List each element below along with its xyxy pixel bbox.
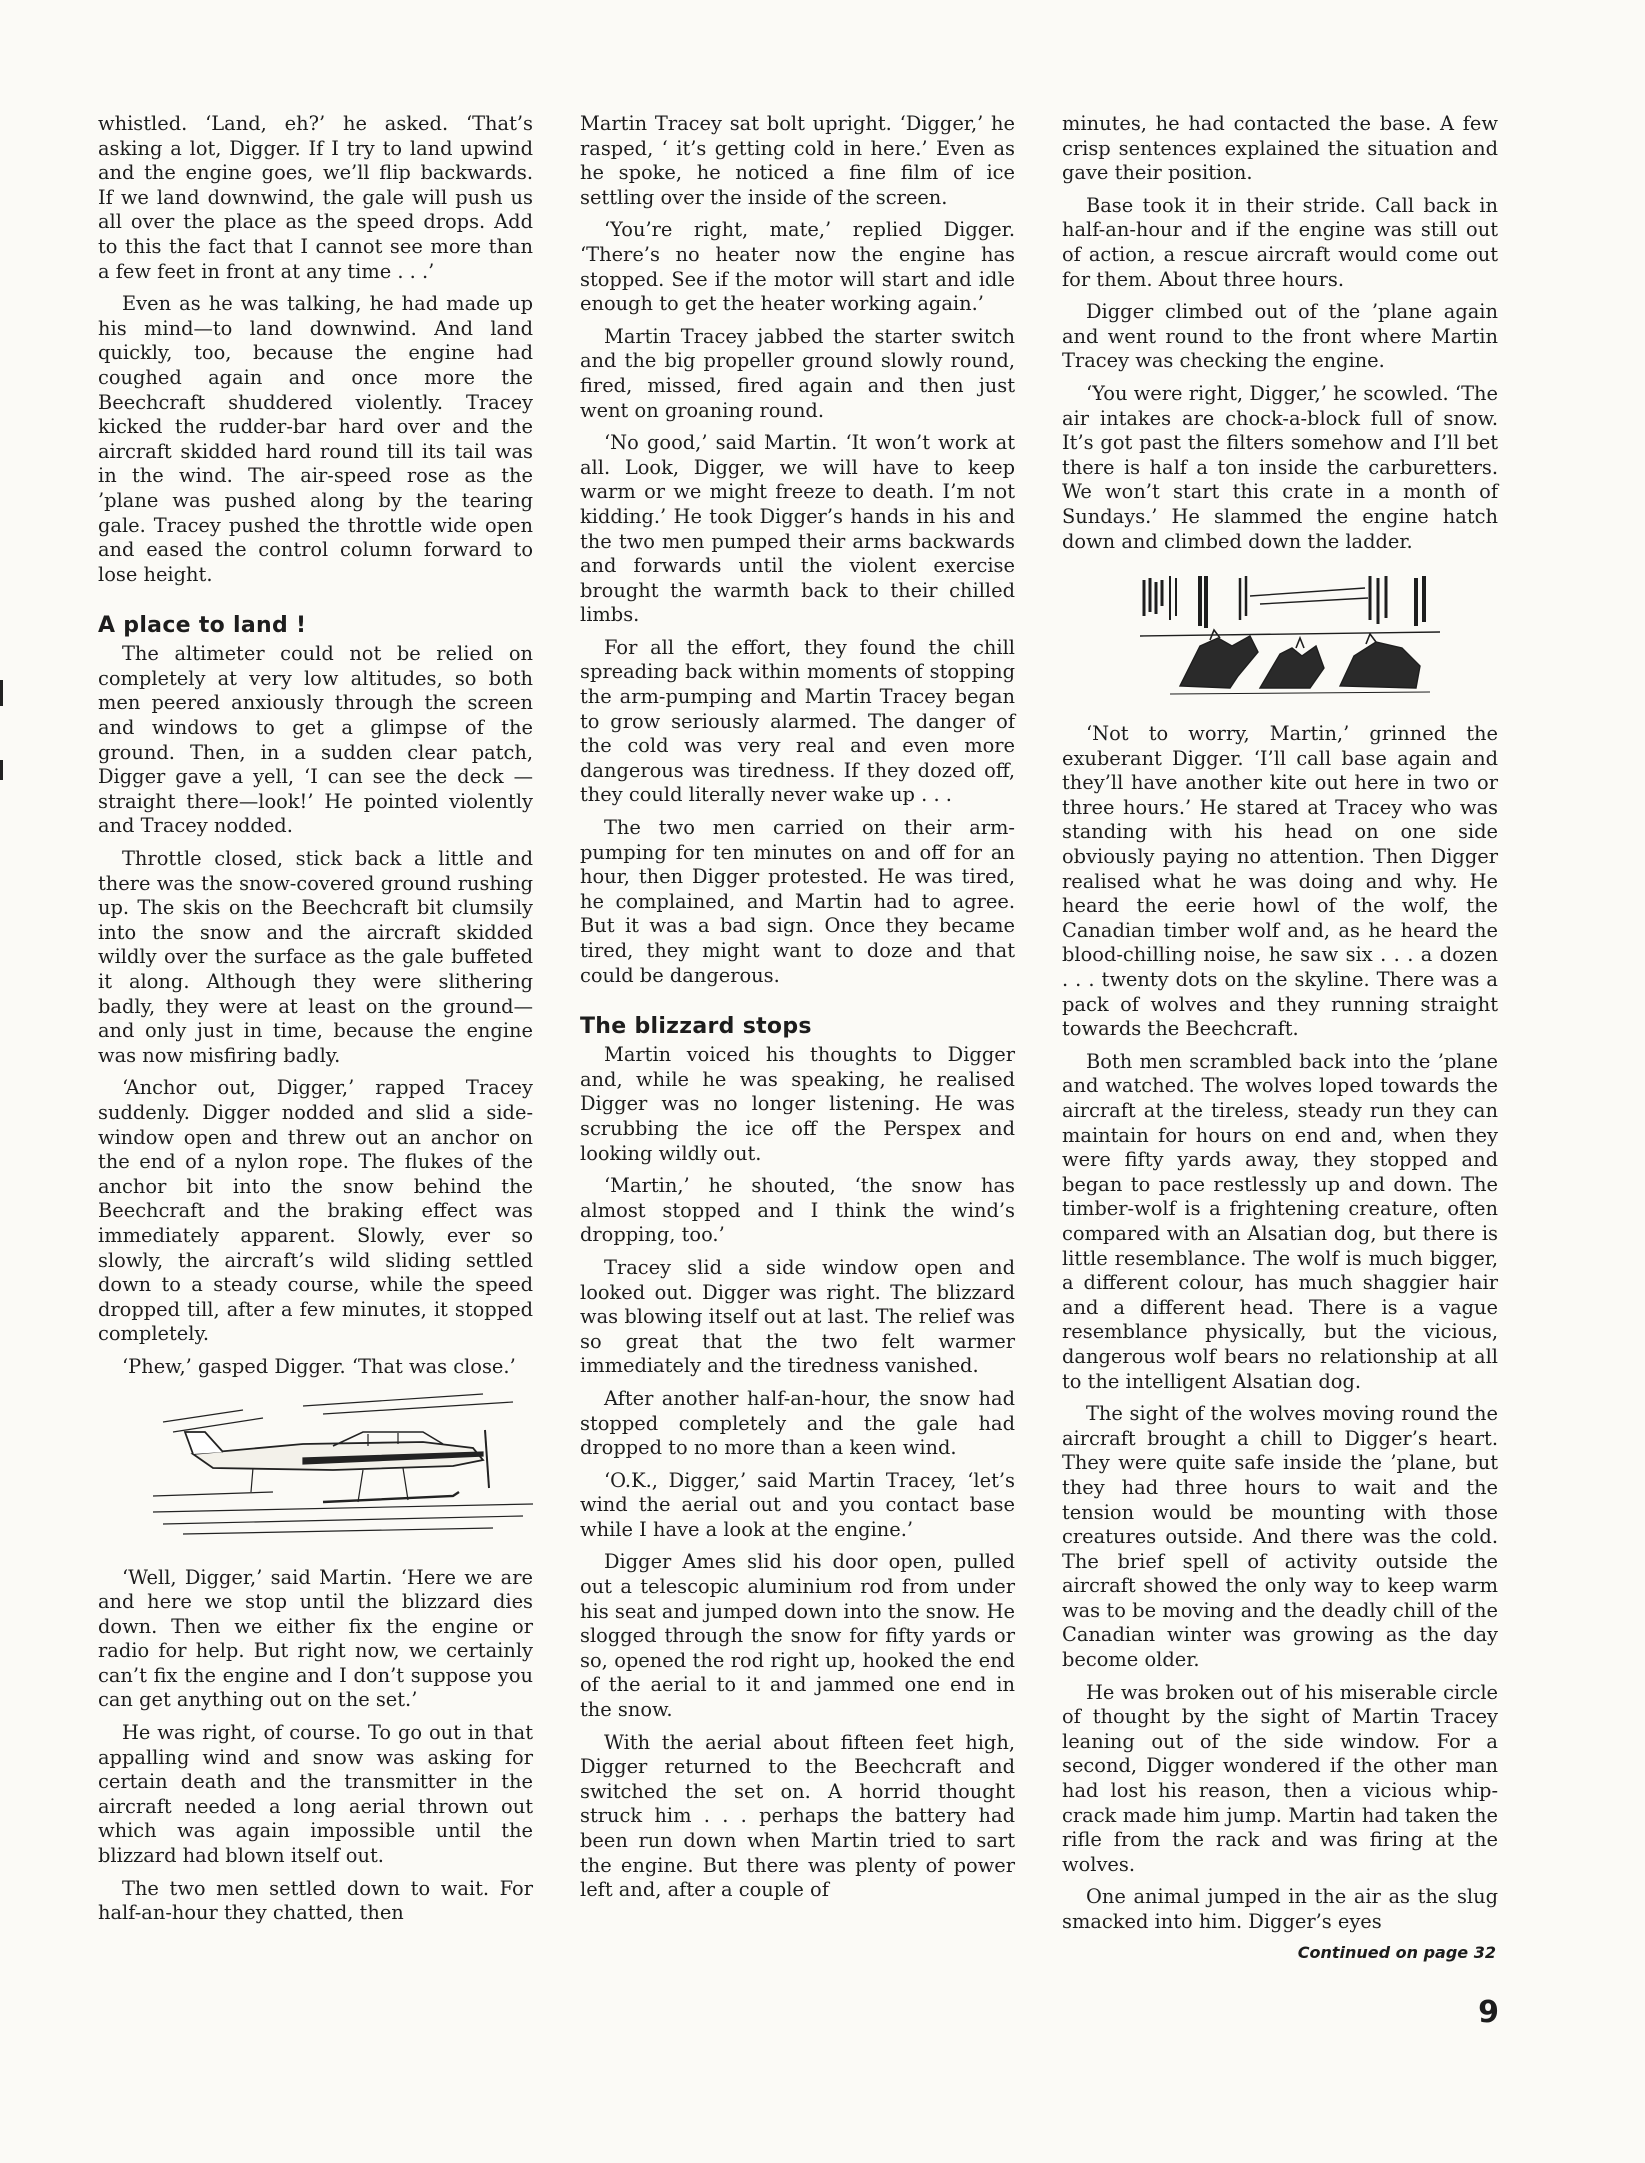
page-edge-mark <box>0 760 3 780</box>
page-edge-mark <box>0 680 3 706</box>
column-1 <box>98 112 533 1934</box>
paragraph: ‘You’re right, mate,’ replied Digger. ‘There’s no heater now the engine has stopped. See if the motor will start and idle enough to get the heater working again.’ <box>580 218 1015 316</box>
paragraph: ‘Well, Digger,’ said Martin. ‘Here we are and here we stop until the blizzard dies down. Then we either fix the engine or radio for help. But right now, we certainly can’t fix the engine and I don’t suppose you can get anything out on the set.’ <box>98 1565 533 1712</box>
paragraph: ‘Not to worry, Martin,’ grinned the exuberant Digger. ‘I’ll call base again and they’ll have another kite out here in two or three hours.’ He stared at Tracey who was standing with his head on one side obviously paying no attention. Then Digger realised what he was doing and why. He heard the eerie howl of the wolf, the Canadian timber wolf and, as he heard the blood-chilling noise, he saw six . . . a dozen . . . twenty dots on the skyline. There was a pack of wolves and they running straight towards the Beechcraft. <box>1062 722 1498 1041</box>
wolves-illustration <box>1140 576 1440 696</box>
paragraph: Digger climbed out of the ’plane again and went round to the front where Martin Tracey was checking the engine. <box>1062 300 1498 373</box>
paragraph: ‘No good,’ said Martin. ‘It won’t work at all. Look, Digger, we will have to keep warm or we might freeze to death. I’m not kidding.’ He took Digger’s hands in his and the two men pumped their arms backwards and forwards until the violent exercise brought the warmth back to their chilled limbs. <box>580 431 1015 627</box>
continued-note: Continued on page 32 <box>1297 1942 1496 1962</box>
paragraph: minutes, he had contacted the base. A few crisp sentences explained the situation and gave their position. <box>1062 112 1498 185</box>
plane-on-skis-illustration <box>153 1392 533 1542</box>
paragraph: The two men carried on their arm-pumping for ten minutes on and off for an hour, then Digger protested. He was tired, he complained, and Martin had to agree. But it was a bad sign. Once they became tired, they might want to doze and that could be dangerous. <box>580 816 1015 987</box>
paragraph: Even as he was talking, he had made up his mind—to land downwind. And land quickly, too, because the engine had coughed again and once more the Beechcraft shuddered violently. Tracey kicked the rudder-bar hard over and the aircraft skidded hard round till its tail was in the wind. The air-speed rose as the ’plane was pushed along by the tearing gale. Tracey pushed the throttle wide open and eased the control column forward to lose height. <box>98 292 533 586</box>
subheading-blizzard-stops: The blizzard stops <box>580 1014 812 1040</box>
subheading-place-to-land: A place to land ! <box>98 613 307 639</box>
paragraph: ‘You were right, Digger,’ he scowled. ‘The air intakes are chock-a-block full of snow. It’s got past the filters somehow and I’ll bet there is half a ton inside the carburetters. We won’t start this crate in a month of Sundays.’ He slammed the engine hatch down and climbed down the ladder. <box>1062 381 1498 553</box>
page-number: 9 <box>1478 1995 1499 2030</box>
paragraph: He was broken out of his miserable circle of thought by the sight of Martin Tracey leaning out of the side window. For a second, Digger wondered if the other man had lost his reason, then a vicious whip-crack made him jump. Martin had taken the rifle from the rack and was firing at the wolves. <box>1062 1680 1498 1876</box>
paragraph: Base took it in their stride. Call back in half-an-hour and if the engine was still out of action, a rescue aircraft would come out for them. About three hours. <box>1062 193 1498 291</box>
paragraph: After another half-an-hour, the snow had stopped completely and the gale had dropped to no more than a keen wind. <box>580 1386 1015 1460</box>
paragraph: Throttle closed, stick back a little and there was the snow-covered ground rushing up. The skis on the Beechcraft bit clumsily into the snow and the aircraft skidded wildly over the surface as the gale buffeted it along. Although they were slithering badly, they were at least on the ground—and only just in time, because the engine was now misfiring badly. <box>98 847 533 1067</box>
paragraph: With the aerial about fifteen feet high, Digger returned to the Beechcraft and switched the set on. A horrid thought struck him . . . perhaps the battery had been run down when Martin tried to sart the engine. But there was plenty of power left and, after a couple of <box>580 1730 1015 1902</box>
paragraph: Both men scrambled back into the ’plane and watched. The wolves loped towards the aircraft at the tireless, steady run they can maintain for hours on end and, when they were fifty yards away, they stopped and began to pace restlessly up and down. The timber-wolf is a frightening creature, often compared with an Alsatian dog, but there is little resemblance. The wolf is much bigger, a different colour, has much shaggier hair and a different head. There is a vague resemblance physically, but the vicious, dangerous wolf bears no relationship at all to the intelligent Alsatian dog. <box>1062 1049 1498 1393</box>
paragraph: Martin Tracey jabbed the starter switch and the big propeller ground slowly round, fired, missed, fired again and then just went on groaning round. <box>580 324 1015 422</box>
column-3 <box>1062 112 1498 1962</box>
paragraph: whistled. ‘Land, eh?’ he asked. ‘That’s asking a lot, Digger. If I try to land upwind and the engine goes, we’ll flip backwards. If we land downwind, the gale will push us all over the place as the speed drops. Add to this the fact that I cannot see more than a few feet in front at any time . . .’ <box>98 112 533 283</box>
column-2 <box>580 112 1015 1911</box>
paragraph: ‘O.K., Digger,’ said Martin Tracey, ‘let’s wind the aerial out and you contact base while I have a look at the engine.’ <box>580 1468 1015 1541</box>
paragraph: ‘Phew,’ gasped Digger. ‘That was close.’ <box>122 1354 516 1378</box>
paragraph: For all the effort, they found the chill spreading back within moments of stopping the arm-pumping and Martin Tracey began to grow seriously alarmed. The danger of the cold was very real and even more dangerous was tiredness. If they dozed off, they could literally never wake up . . . <box>580 635 1015 807</box>
paragraph: The altimeter could not be relied on completely at very low altitudes, so both men peered anxiously through the screen and windows to get a glimpse of the ground. Then, in a sudden clear patch, Digger gave a yell, ‘I can see the deck —straight there—look!’ He pointed violently and Tracey nodded. <box>98 642 533 838</box>
paragraph: The two men settled down to wait. For half-an-hour they chatted, then <box>98 1876 533 1925</box>
paragraph: He was right, of course. To go out in that appalling wind and snow was asking for certain death and the transmitter in the aircraft needed a long aerial thrown out which was again impossible until the blizzard had blown itself out. <box>98 1721 533 1868</box>
paragraph: ‘Martin,’ he shouted, ‘the snow has almost stopped and I think the wind’s dropping, too.’ <box>580 1174 1015 1247</box>
paragraph: The sight of the wolves moving round the aircraft brought a chill to Digger’s heart. They were quite safe inside the ’plane, but they had three hours to wait and the tension would be mounting with those creatures outside. And there was the cold. The brief spell of activity outside the aircraft showed the only way to keep warm was to be moving and the deadly chill of the Canadian winter was growing as the day become older. <box>1062 1402 1498 1672</box>
paragraph: ‘Anchor out, Digger,’ rapped Tracey suddenly. Digger nodded and slid a side-window open and threw out an anchor on the end of a nylon rope. The flukes of the anchor bit into the snow behind the Beechcraft and the braking effect was immediately apparent. Slowly, ever so slowly, the aircraft’s wild sliding settled down to a steady course, while the speed dropped till, after a few minutes, it stopped completely. <box>98 1076 533 1346</box>
paragraph: Martin Tracey sat bolt upright. ‘Digger,’ he rasped, ‘ it’s getting cold in here.’ Even as he spoke, he noticed a fine film of ice settling over the inside of the screen. <box>580 112 1015 209</box>
paragraph: Martin voiced his thoughts to Digger and, while he was speaking, he realised Digger was no longer listening. He was scrubbing the ice off the Perspex and looking wildly out. <box>580 1043 1015 1165</box>
paragraph: Tracey slid a side window open and looked out. Digger was right. The blizzard was blowing itself out at last. The relief was so great that the two felt warmer immediately and the tiredness vanished. <box>580 1255 1015 1378</box>
paragraph: Digger Ames slid his door open, pulled out a telescopic aluminium rod from under his seat and jumped down into the snow. He slogged through the snow for fifty yards or so, opened the rod right up, hooked the end of the aerial to it and jammed one end in the snow. <box>580 1550 1015 1722</box>
paragraph: One animal jumped in the air as the slug smacked into him. Digger’s eyes <box>1062 1885 1498 1933</box>
